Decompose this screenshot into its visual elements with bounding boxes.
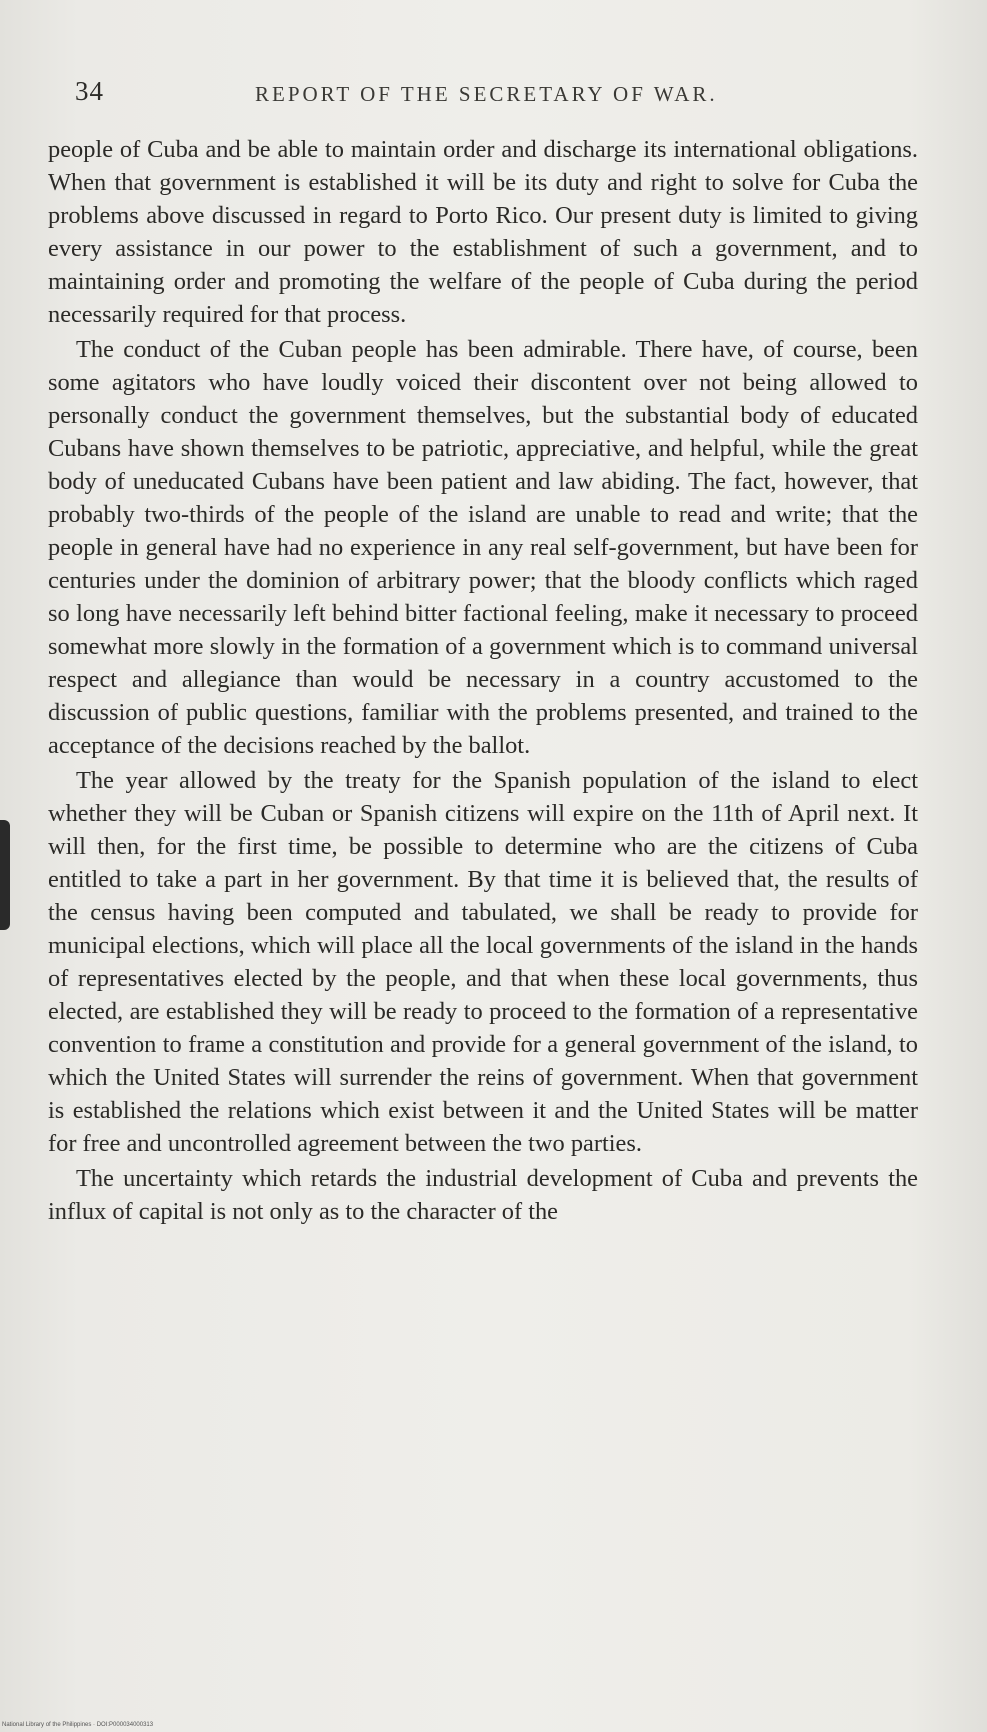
- page-number: 34: [75, 76, 104, 106]
- scan-credit: National Library of the Philippines · DOI:P000034000313: [2, 1722, 154, 1728]
- running-head: REPORT OF THE SECRETARY OF WAR.: [255, 82, 718, 106]
- paragraph-continued: people of Cuba and be able to maintain order and discharge its international obligations. When that government is established it will be its duty and right to solve for Cuba the problems above discussed in regard to Porto Rico. Our present duty is limited to giving every assistance in our power to the establishment of such a government, and to maintaining order and promoting the welfare of the people of Cuba during the period necessarily required for that process.: [48, 136, 918, 328]
- paragraph-uncertainty: The uncertainty which retards the industrial development of Cuba and prevents the influx of capital is not only as to the character of the: [48, 1165, 918, 1225]
- paragraph-cuban-conduct: The conduct of the Cuban people has been admirable. There have, of course, been some agitators who have loudly voiced their discontent over not being allowed to personally conduct the government themselves, but the substantial body of educated Cubans have shown themselves to be patriotic, appreciative, and helpful, while the great body of uneducated Cubans have been patient and law abiding. The fact, however, that probably two-thirds of the people of the island are unable to read and write; that the people in general have had no experience in any real self-government, but have been for centuries under the dominion of arbitrary power; that the bloody conflicts which raged so long have necessarily left behind bitter factional feeling, make it necessary to proceed somewhat more slowly in the formation of a government which is to command universal respect and allegiance than would be necessary in a country accustomed to the discussion of public questions, familiar with the problems presented, and trained to the acceptance of the decisions reached by the ballot.: [48, 336, 918, 759]
- paragraph-treaty-year: The year allowed by the treaty for the Spanish population of the island to elect whether they will be Cuban or Spanish citizens will expire on the 11th of April next. It will then, for the first time, be possible to determine who are the citizens of Cuba entitled to take a part in her government. By that time it is believed that, the results of the census having been computed and tabulated, we shall be ready to provide for municipal elections, which will place all the local governments of the island in the hands of representatives elected by the people, and that when these local governments, thus elected, are established they will be ready to proceed to the formation of a representative convention to frame a constitution and provide for a general government of the island, to which the United States will surrender the reins of government. When that government is established the relations which exist between it and the United States will be matter for free and uncontrolled agreement between the two parties.: [48, 767, 918, 1157]
- binding-shadow: [0, 820, 10, 930]
- page-header: [75, 76, 925, 116]
- body-text: [48, 133, 918, 1230]
